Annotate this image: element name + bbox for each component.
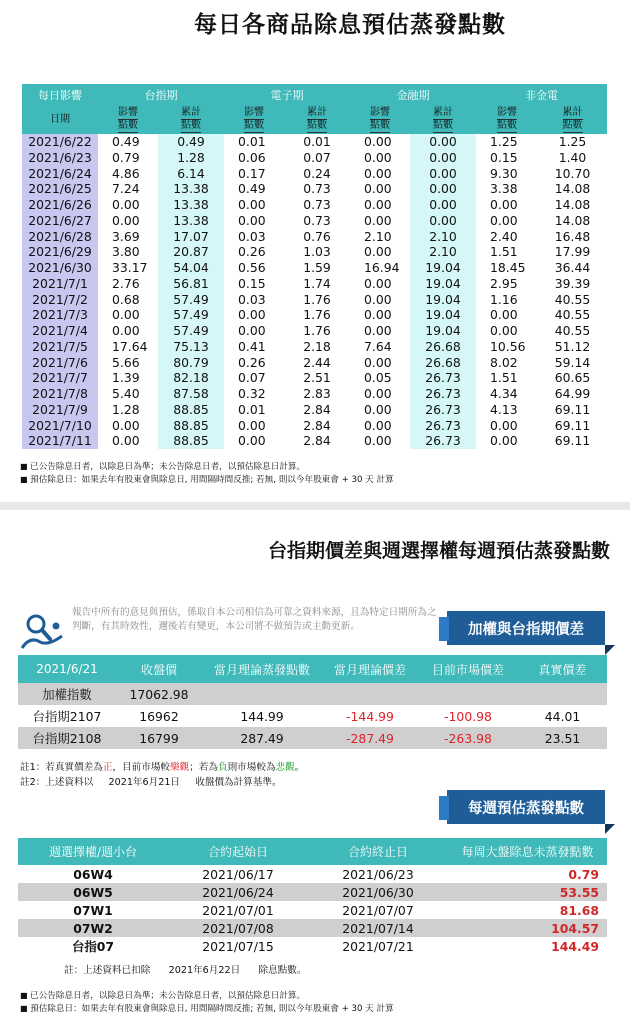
cell-points: 144.49 [551, 938, 599, 954]
cell-cumulative: 69.11 [554, 433, 591, 449]
header-real-spread: 真實價差 [518, 655, 607, 683]
cell-date: 2021/7/2 [22, 292, 98, 308]
cell-impact: 0.00 [364, 149, 392, 165]
cell-cumulative: 0.00 [410, 181, 476, 197]
cell-end: 2021/06/30 [308, 883, 448, 901]
table-row [22, 260, 607, 276]
table-row [18, 683, 607, 705]
cell-impact: 0.00 [238, 307, 266, 323]
cell-cumulative: 51.12 [554, 338, 591, 354]
table-row [18, 883, 607, 901]
cell-impact: 2.40 [490, 228, 518, 244]
cell-cumulative: 0.07 [303, 149, 331, 165]
cell-cumulative: 6.14 [158, 166, 224, 182]
cell-impact: 2.95 [490, 275, 518, 291]
notes-top [20, 461, 394, 486]
subheader-impact: 影響 點數 [350, 106, 410, 134]
cell-impact: 0.00 [238, 323, 266, 338]
cell-impact: 16.94 [364, 260, 400, 275]
table-subheader-row [22, 106, 607, 134]
cell-impact: 0.00 [238, 212, 266, 228]
cell-cumulative: 88.85 [158, 418, 224, 434]
cell-points: 53.55 [448, 883, 607, 901]
disclaimer-text: 報告中所有的意見與預估，係取自本公司相信為可靠之資料來源，且為特定日期所為之判斷，有其時效性，邇後若有變更，本公司將不做預告或主動更新。 [72, 607, 437, 632]
subheader-cumulative: 累計 點數 [410, 106, 476, 134]
cell-cumulative: 39.39 [554, 275, 591, 291]
header-start: 合約起始日 [168, 838, 308, 865]
cell-theoretical-points: 287.49 [202, 727, 322, 749]
table-row [22, 213, 607, 229]
cell-cumulative: 0.00 [410, 150, 476, 166]
cell-impact: 0.07 [238, 370, 266, 386]
cell-impact: 0.00 [490, 323, 518, 338]
cell-cumulative: 13.38 [158, 197, 224, 213]
table-row [18, 901, 607, 919]
cell-impact: 0.00 [364, 417, 392, 433]
cell-start: 2021/07/08 [168, 919, 308, 937]
header-taiex-futures: 台指期 [98, 84, 224, 106]
table-row [22, 229, 607, 245]
cell-impact: 0.00 [364, 323, 392, 338]
cell-cumulative: 14.08 [554, 212, 591, 228]
table-header-group-row [22, 84, 607, 106]
cell-impact: 0.00 [364, 386, 392, 401]
cell-impact: 0.15 [490, 149, 518, 165]
cell-impact: 1.51 [490, 370, 518, 386]
table-row [22, 418, 607, 434]
cell-impact: 0.26 [238, 354, 266, 370]
cell-cumulative: 0.00 [410, 134, 476, 150]
subheader-cumulative: 累計 點數 [538, 106, 607, 134]
cell-impact: 0.00 [112, 433, 140, 449]
table-header-row [18, 655, 607, 683]
cell-cumulative: 26.73 [410, 402, 476, 418]
cell-impact: 5.66 [112, 354, 140, 370]
header-theoretical-spread: 當月理論價差 [322, 655, 418, 683]
cell-impact: 17.64 [112, 338, 148, 354]
table-row [22, 197, 607, 213]
cell-date: 2021/6/23 [22, 150, 98, 166]
cell-impact: 3.38 [490, 181, 518, 197]
table-row [22, 276, 607, 292]
header-date: 日期 [22, 106, 98, 134]
cell-cumulative: 1.03 [303, 244, 331, 260]
cell-cumulative: 80.79 [158, 355, 224, 371]
cell-cumulative: 20.87 [158, 244, 224, 260]
cell-date: 2021/6/30 [22, 260, 98, 276]
cell-date: 2021/7/11 [22, 433, 98, 449]
cell-impact: 0.00 [490, 417, 518, 433]
table-row [18, 919, 607, 937]
cell-market-spread: -100.98 [444, 708, 492, 724]
cell-cumulative: 69.11 [554, 417, 591, 433]
cell-cumulative: 2.10 [410, 229, 476, 245]
subheader-cumulative: 累計 點數 [284, 106, 350, 134]
cell-impact: 0.00 [364, 181, 392, 197]
cell-contract: 台指07 [71, 939, 115, 954]
cell-market-spread: -263.98 [418, 727, 518, 749]
cell-impact: 0.00 [364, 275, 392, 291]
note-line: ■ 已公告除息日者，以除息日為準；未公告除息日者，以預估除息日計算。 [20, 461, 394, 474]
table-row [22, 339, 607, 355]
cell-cumulative: 1.76 [303, 291, 331, 307]
cell-cumulative: 1.25 [558, 134, 587, 149]
cell-cumulative: 1.40 [558, 149, 587, 165]
cell-impact: 0.03 [238, 228, 266, 244]
cell-cumulative: 54.04 [158, 260, 224, 276]
cell-cumulative: 26.68 [410, 339, 476, 355]
cell-cumulative: 16.48 [554, 228, 591, 244]
cell-cumulative: 2.51 [303, 370, 331, 386]
cell-cumulative: 1.74 [303, 275, 331, 291]
table-row [22, 150, 607, 166]
notes-bottom [20, 990, 394, 1015]
header-market-spread: 目前市場價差 [418, 655, 518, 683]
table-row [22, 370, 607, 386]
cell-impact: 0.32 [238, 386, 266, 401]
cell-contract: 07W2 [18, 919, 168, 937]
cell-impact: 0.17 [238, 165, 266, 181]
cell-impact: 0.00 [364, 433, 392, 449]
table-row [22, 402, 607, 418]
cell-impact: 0.01 [238, 401, 266, 417]
cell-cumulative: 2.10 [410, 244, 476, 260]
cell-cumulative: 88.85 [158, 433, 224, 449]
cell-impact: 0.49 [112, 134, 140, 149]
cell-impact: 0.00 [490, 197, 518, 212]
cell-impact: 33.17 [112, 260, 148, 275]
cell-cumulative: 2.44 [303, 354, 331, 370]
cell-impact: 0.00 [112, 323, 140, 338]
cell-impact: 0.00 [364, 307, 392, 323]
header-date: 2021/6/21 [18, 655, 116, 683]
cell-date: 2021/7/6 [22, 355, 98, 371]
cell-cumulative: 13.38 [158, 213, 224, 229]
cell-impact: 2.10 [364, 228, 392, 244]
cell-cumulative: 64.99 [554, 386, 591, 401]
spread-notes [20, 760, 304, 790]
subheader-impact: 影響 點數 [476, 106, 538, 134]
header-finance: 金融期 [350, 84, 476, 106]
cell-cumulative: 2.84 [303, 417, 331, 433]
cell-theoretical-spread: -144.99 [346, 708, 394, 724]
cell-impact: 0.00 [112, 212, 140, 228]
cell-contract: 06W4 [73, 866, 113, 882]
cell-cumulative: 2.18 [303, 338, 331, 354]
cell-impact: 0.00 [364, 197, 392, 212]
cell-impact: 2.76 [112, 275, 140, 291]
cell-date: 2021/7/5 [22, 339, 98, 355]
subheader-impact: 影響 點數 [224, 106, 284, 134]
cell-impact: 0.00 [238, 433, 266, 449]
cell-date: 2021/6/28 [22, 229, 98, 245]
cell-impact: 0.68 [112, 291, 140, 307]
cell-real-spread: 23.51 [518, 727, 607, 749]
cell-cumulative: 56.81 [158, 276, 224, 292]
cell-date: 2021/6/25 [22, 181, 98, 197]
header-non-fin-elec: 非金電 [476, 84, 607, 106]
cell-impact: 0.00 [490, 307, 518, 323]
cell-impact: 1.25 [490, 134, 518, 149]
cell-points: 81.68 [559, 902, 599, 918]
cell-cumulative: 88.85 [158, 402, 224, 418]
cell-impact: 0.00 [112, 197, 140, 212]
cell-cumulative: 10.70 [554, 165, 591, 181]
cell-real-spread: 44.01 [544, 708, 581, 724]
section-title: 台指期價差與週選擇權每週預估蒸發點數 [267, 540, 610, 562]
cell-date: 2021/6/29 [22, 244, 98, 260]
cell-cumulative: 69.11 [554, 401, 591, 417]
cell-cumulative: 19.04 [410, 307, 476, 323]
cell-impact: 0.26 [238, 244, 266, 260]
cell-impact: 0.41 [238, 338, 266, 354]
cell-impact: 0.00 [112, 417, 140, 433]
cell-name: 台指期2107 [32, 709, 102, 724]
cell-cumulative: 40.55 [554, 323, 591, 338]
cell-cumulative: 57.49 [158, 323, 224, 339]
table-row [18, 727, 607, 749]
cell-cumulative: 1.59 [303, 260, 331, 275]
cell-contract: 06W5 [18, 883, 168, 901]
cell-date: 2021/6/22 [22, 134, 98, 150]
cell-contract: 07W1 [73, 902, 113, 918]
note-line: ■ 已公告除息日者，以除息日為準；未公告除息日者，以預估除息日計算。 [20, 990, 394, 1003]
cell-cumulative: 60.65 [554, 370, 591, 386]
cell-cumulative: 26.68 [410, 355, 476, 371]
cell-impact: 8.02 [490, 354, 518, 370]
note-line: ■ 預估除息日：如果去年有股東會與除息日, 用間隔時間反推; 若無, 則以今年股東會 + 30 天 計算 [20, 474, 394, 487]
header-close: 收盤價 [116, 655, 202, 683]
cell-cumulative: 0.01 [303, 134, 331, 149]
cell-start: 2021/06/24 [168, 883, 308, 901]
note-line: ■ 預估除息日：如果去年有股東會與除息日, 用間隔時間反推; 若無, 則以今年股東會 + 30 天 計算 [20, 1003, 394, 1016]
table-row [22, 307, 607, 323]
cell-impact: 0.00 [364, 165, 392, 181]
cell-impact: 9.30 [490, 165, 518, 181]
cell-cumulative: 17.07 [158, 229, 224, 245]
cell-impact: 0.00 [364, 354, 392, 370]
cell-cumulative: 75.13 [158, 339, 224, 355]
cell-impact: 0.01 [238, 134, 266, 149]
cell-impact: 1.16 [490, 291, 518, 307]
cell-date: 2021/7/1 [22, 276, 98, 292]
page-title: 每日各商品除息預估蒸發點數 [194, 12, 506, 38]
header-theoretical-points: 當月理論蒸發點數 [202, 655, 322, 683]
cell-cumulative: 0.73 [303, 197, 331, 212]
cell-cumulative: 2.84 [303, 401, 331, 417]
cell-impact: 10.56 [490, 338, 526, 354]
daily-evaporation-table [22, 84, 607, 449]
cell-close: 16962 [139, 708, 179, 724]
cell-end: 2021/07/21 [342, 938, 414, 954]
cell-cumulative: 57.49 [158, 292, 224, 308]
cell-cumulative: 0.24 [303, 165, 331, 181]
cell-impact: 0.56 [238, 260, 266, 275]
cell-impact: 0.03 [238, 291, 266, 307]
cell-impact: 4.86 [112, 165, 140, 181]
cell-impact: 1.28 [112, 401, 140, 417]
table-row [22, 181, 607, 197]
cell-cumulative: 17.99 [554, 244, 591, 260]
cell-cumulative: 0.73 [303, 212, 331, 228]
banner-spread: 加權與台指期價差 [447, 611, 605, 645]
cell-start: 2021/06/17 [202, 866, 274, 882]
magnifier-person-icon [20, 612, 64, 650]
cell-cumulative: 19.04 [410, 260, 476, 276]
cell-impact: 3.69 [112, 228, 140, 244]
cell-cumulative: 19.04 [410, 323, 476, 339]
cell-impact: 0.06 [238, 149, 266, 165]
subheader-cumulative: 累計 點數 [158, 106, 224, 134]
spread-table [18, 655, 607, 749]
cell-impact: 7.24 [112, 181, 140, 197]
cell-impact: 0.00 [490, 433, 518, 449]
table-row [22, 244, 607, 260]
cell-impact: 0.00 [490, 212, 518, 228]
note-line: 註2：上述資料以 2021年6月21日 收盤價為計算基準。 [20, 777, 282, 788]
cell-impact: 0.00 [364, 244, 392, 260]
table-row [18, 705, 607, 727]
cell-start: 2021/07/01 [202, 902, 274, 918]
cell-date: 2021/7/7 [22, 370, 98, 386]
cell-end: 2021/07/07 [342, 902, 414, 918]
cell-date: 2021/7/10 [22, 418, 98, 434]
table-header-row [18, 838, 607, 865]
cell-impact: 7.64 [364, 338, 392, 354]
weekly-evaporation-table [18, 838, 607, 955]
table-row [22, 323, 607, 339]
cell-end: 2021/07/14 [308, 919, 448, 937]
cell-date: 2021/7/4 [22, 323, 98, 339]
cell-impact: 5.40 [112, 386, 140, 401]
cell-impact: 0.00 [364, 291, 392, 307]
cell-cumulative: 0.73 [303, 181, 331, 197]
cell-start: 2021/07/15 [202, 938, 274, 954]
cell-cumulative: 26.73 [410, 370, 476, 386]
cell-cumulative: 2.83 [303, 386, 331, 401]
cell-points: 0.79 [568, 866, 599, 882]
cell-cumulative: 87.58 [158, 386, 224, 402]
cell-theoretical-points: 144.99 [240, 708, 284, 724]
subheader-impact: 影響 點數 [98, 106, 158, 134]
cell-date: 2021/6/24 [22, 166, 98, 182]
cell-impact: 1.39 [112, 370, 140, 386]
cell-cumulative: 0.76 [303, 228, 331, 244]
cell-impact: 0.00 [112, 307, 140, 323]
cell-cumulative: 1.76 [303, 323, 331, 338]
cell-end: 2021/06/23 [342, 866, 414, 882]
cell-impact: 0.00 [364, 401, 392, 417]
cell-date: 2021/7/9 [22, 402, 98, 418]
cell-impact: 0.49 [238, 181, 266, 197]
cell-cumulative: 13.38 [158, 181, 224, 197]
cell-impact: 0.79 [112, 149, 140, 165]
header-end: 合約終止日 [308, 838, 448, 865]
cell-cumulative: 0.00 [410, 213, 476, 229]
cell-cumulative: 59.14 [554, 354, 591, 370]
header-electronics: 電子期 [224, 84, 350, 106]
cell-cumulative: 14.08 [554, 181, 591, 197]
cell-cumulative: 19.04 [410, 276, 476, 292]
cell-cumulative: 0.49 [158, 134, 224, 150]
cell-points: 104.57 [448, 919, 607, 937]
cell-impact: 4.34 [490, 386, 518, 401]
cell-date: 2021/6/26 [22, 197, 98, 213]
cell-impact: 3.80 [112, 244, 140, 260]
table-row [18, 937, 607, 955]
cell-cumulative: 1.76 [303, 307, 331, 323]
cell-impact: 1.51 [490, 244, 518, 260]
cell-impact: 18.45 [490, 260, 526, 275]
cell-cumulative: 40.55 [554, 307, 591, 323]
cell-cumulative: 36.44 [554, 260, 591, 275]
cell-close: 16799 [116, 727, 202, 749]
note-line: 註1：若真實價差為正，目前市場較樂觀；若為負則市場較為悲觀。 [20, 762, 305, 773]
cell-cumulative: 26.73 [410, 418, 476, 434]
table-row [22, 134, 607, 150]
header-points: 每周大盤除息未蒸發點數 [448, 838, 607, 865]
cell-cumulative: 1.28 [158, 150, 224, 166]
table-row [18, 865, 607, 883]
cell-cumulative: 82.18 [158, 370, 224, 386]
cell-cumulative: 57.49 [158, 307, 224, 323]
table-row [22, 433, 607, 449]
cell-cumulative: 0.00 [410, 166, 476, 182]
cell-theoretical-spread: -287.49 [322, 727, 418, 749]
cell-impact: 4.13 [490, 401, 518, 417]
cell-impact: 0.00 [238, 197, 266, 212]
cell-impact: 0.00 [364, 134, 392, 149]
table-row [22, 292, 607, 308]
cell-cumulative: 14.08 [554, 197, 591, 212]
section-divider [0, 502, 630, 510]
cell-date: 2021/7/8 [22, 386, 98, 402]
banner-weekly: 每週預估蒸發點數 [447, 790, 605, 824]
cell-cumulative: 26.73 [410, 433, 476, 449]
cell-date: 2021/7/3 [22, 307, 98, 323]
cell-impact: 0.00 [364, 212, 392, 228]
cell-impact: 0.00 [238, 417, 266, 433]
header-contract: 週選擇權/週小台 [18, 838, 168, 865]
table-row [22, 386, 607, 402]
cell-close: 17062.98 [116, 683, 202, 705]
cell-date: 2021/6/27 [22, 213, 98, 229]
cell-impact: 0.05 [364, 370, 392, 386]
weekly-note: 註：上述資料已扣除 2021年6月22日 除息點數。 [64, 965, 307, 976]
cell-cumulative: 19.04 [410, 292, 476, 308]
cell-impact: 0.15 [238, 275, 266, 291]
cell-cumulative: 2.84 [303, 433, 331, 449]
cell-cumulative: 0.00 [410, 197, 476, 213]
header-daily: 每日影響 [22, 84, 98, 106]
cell-cumulative: 40.55 [554, 291, 591, 307]
cell-name: 加權指數 [18, 683, 116, 705]
cell-name: 台指期2108 [18, 727, 116, 749]
table-row [22, 355, 607, 371]
table-row [22, 166, 607, 182]
cell-cumulative: 26.73 [410, 386, 476, 402]
